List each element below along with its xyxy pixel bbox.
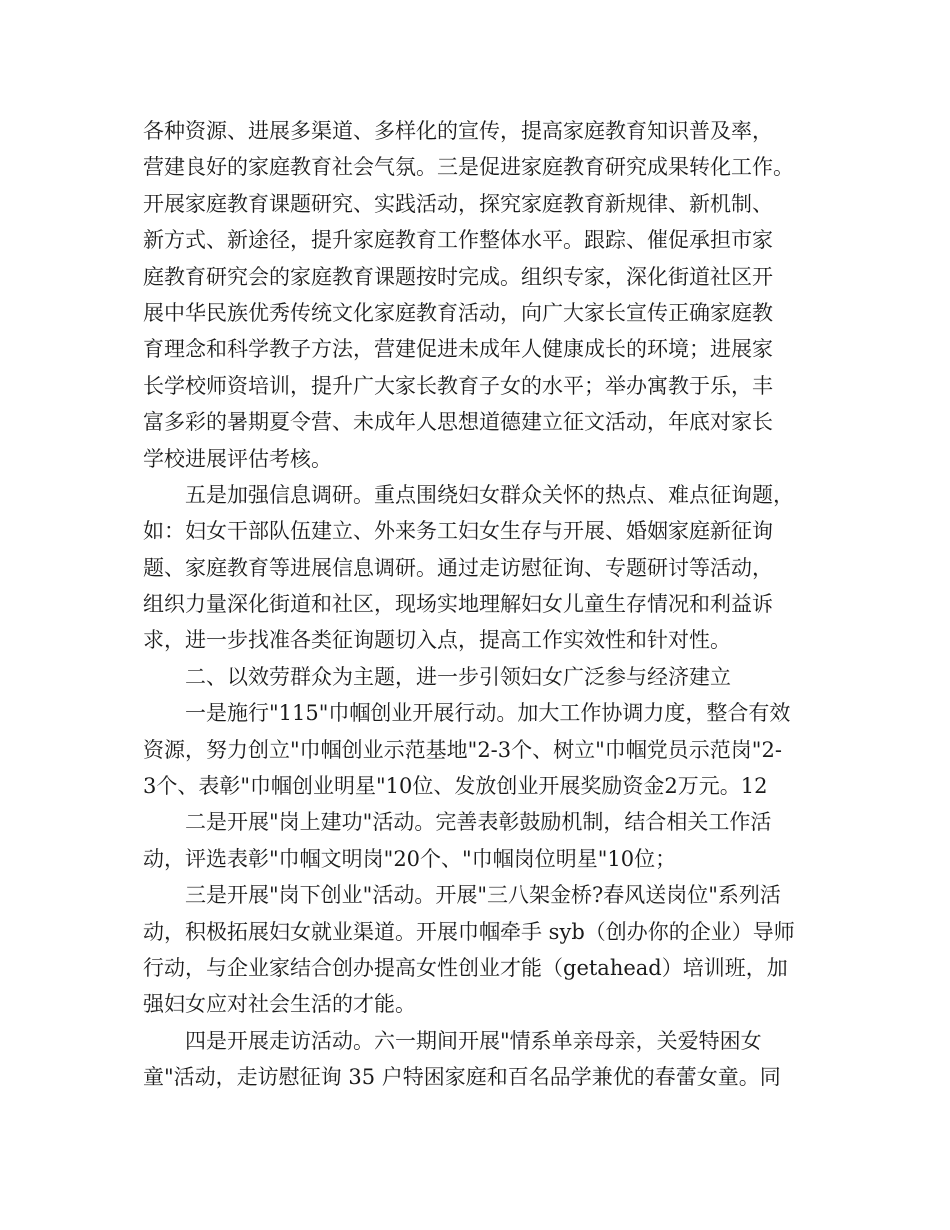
text-line: 开展家庭教育课题研究、实践活动，探究家庭教育新规律、新机制、 [143, 191, 773, 216]
text-line: 动，评选表彰"巾帼文明岗"20个、"巾帼岗位明星"10位； [143, 846, 677, 871]
text-line: 二、以效劳群众为主题，进一步引领妇女广泛参与经济建立 [185, 664, 731, 689]
text-line: 求，进一步找准各类征询题切入点，提高工作实效性和针对性。 [143, 628, 731, 653]
text-line: 动，积极拓展妇女就业渠道。开展巾帼牵手 syb（创办你的企业）导师 [143, 919, 795, 944]
text-line: 题、家庭教育等进展信息调研。通过走访慰征询、专题研讨等活动， [143, 555, 773, 580]
text-line: 长学校师资培训，提升广大家长教育子女的水平；举办寓教于乐，丰 [143, 373, 773, 398]
text-line: 展中华民族优秀传统文化家庭教育活动，向广大家长宣传正确家庭教 [143, 300, 773, 325]
text-line: 富多彩的暑期夏令营、未成年人思想道德建立征文活动，年底对家长 [143, 410, 773, 435]
text-line: 如：妇女干部队伍建立、外来务工妇女生存与开展、婚姻家庭新征询 [143, 519, 773, 544]
text-line: 新方式、新途径，提升家庭教育工作整体水平。跟踪、催促承担市家 [143, 228, 773, 253]
text-line: 行动，与企业家结合创办提高女性创业才能（getahead）培训班，加 [143, 955, 788, 980]
text-line: 强妇女应对社会生活的才能。 [143, 992, 416, 1017]
text-line: 组织力量深化街道和社区，现场实地理解妇女儿童生存情况和利益诉 [143, 592, 773, 617]
text-line: 学校进展评估考核。 [143, 446, 332, 471]
text-line: 童"活动，走访慰征询 35 户特困家庭和百名品学兼优的春蕾女童。同 [143, 1065, 781, 1090]
text-line: 一是施行"115"巾帼创业开展行动。加大工作协调力度，整合有效 [185, 701, 791, 726]
text-line: 育理念和科学教子方法，营建促进未成年人健康成长的环境；进展家 [143, 337, 773, 362]
text-line: 资源，努力创立"巾帼创业示范基地"2-3个、树立"巾帼党员示范岗"2- [143, 737, 782, 762]
text-line: 庭教育研究会的家庭教育课题按时完成。组织专家，深化街道社区开 [143, 264, 773, 289]
text-line: 3个、表彰"巾帼创业明星"10位、发放创业开展奖励资金2万元。12 [143, 774, 768, 799]
document-body [143, 113, 823, 1096]
text-line: 各种资源、进展多渠道、多样化的宣传，提高家庭教育知识普及率， [143, 119, 773, 143]
text-line: 五是加强信息调研。重点围绕妇女群众关怀的热点、难点征询题， [185, 482, 794, 507]
text-line: 三是开展"岗下创业"活动。开展"三八架金桥?春风送岗位"系列活 [185, 883, 781, 908]
text-line: 营建良好的家庭教育社会气氛。三是促进家庭教育研究成果转化工作。 [143, 155, 794, 180]
text-line: 四是开展走访活动。六一期间开展"情系单亲母亲，关爱特困女 [185, 1028, 762, 1053]
text-line: 二是开展"岗上建功"活动。完善表彰鼓励机制，结合相关工作活 [185, 810, 772, 835]
